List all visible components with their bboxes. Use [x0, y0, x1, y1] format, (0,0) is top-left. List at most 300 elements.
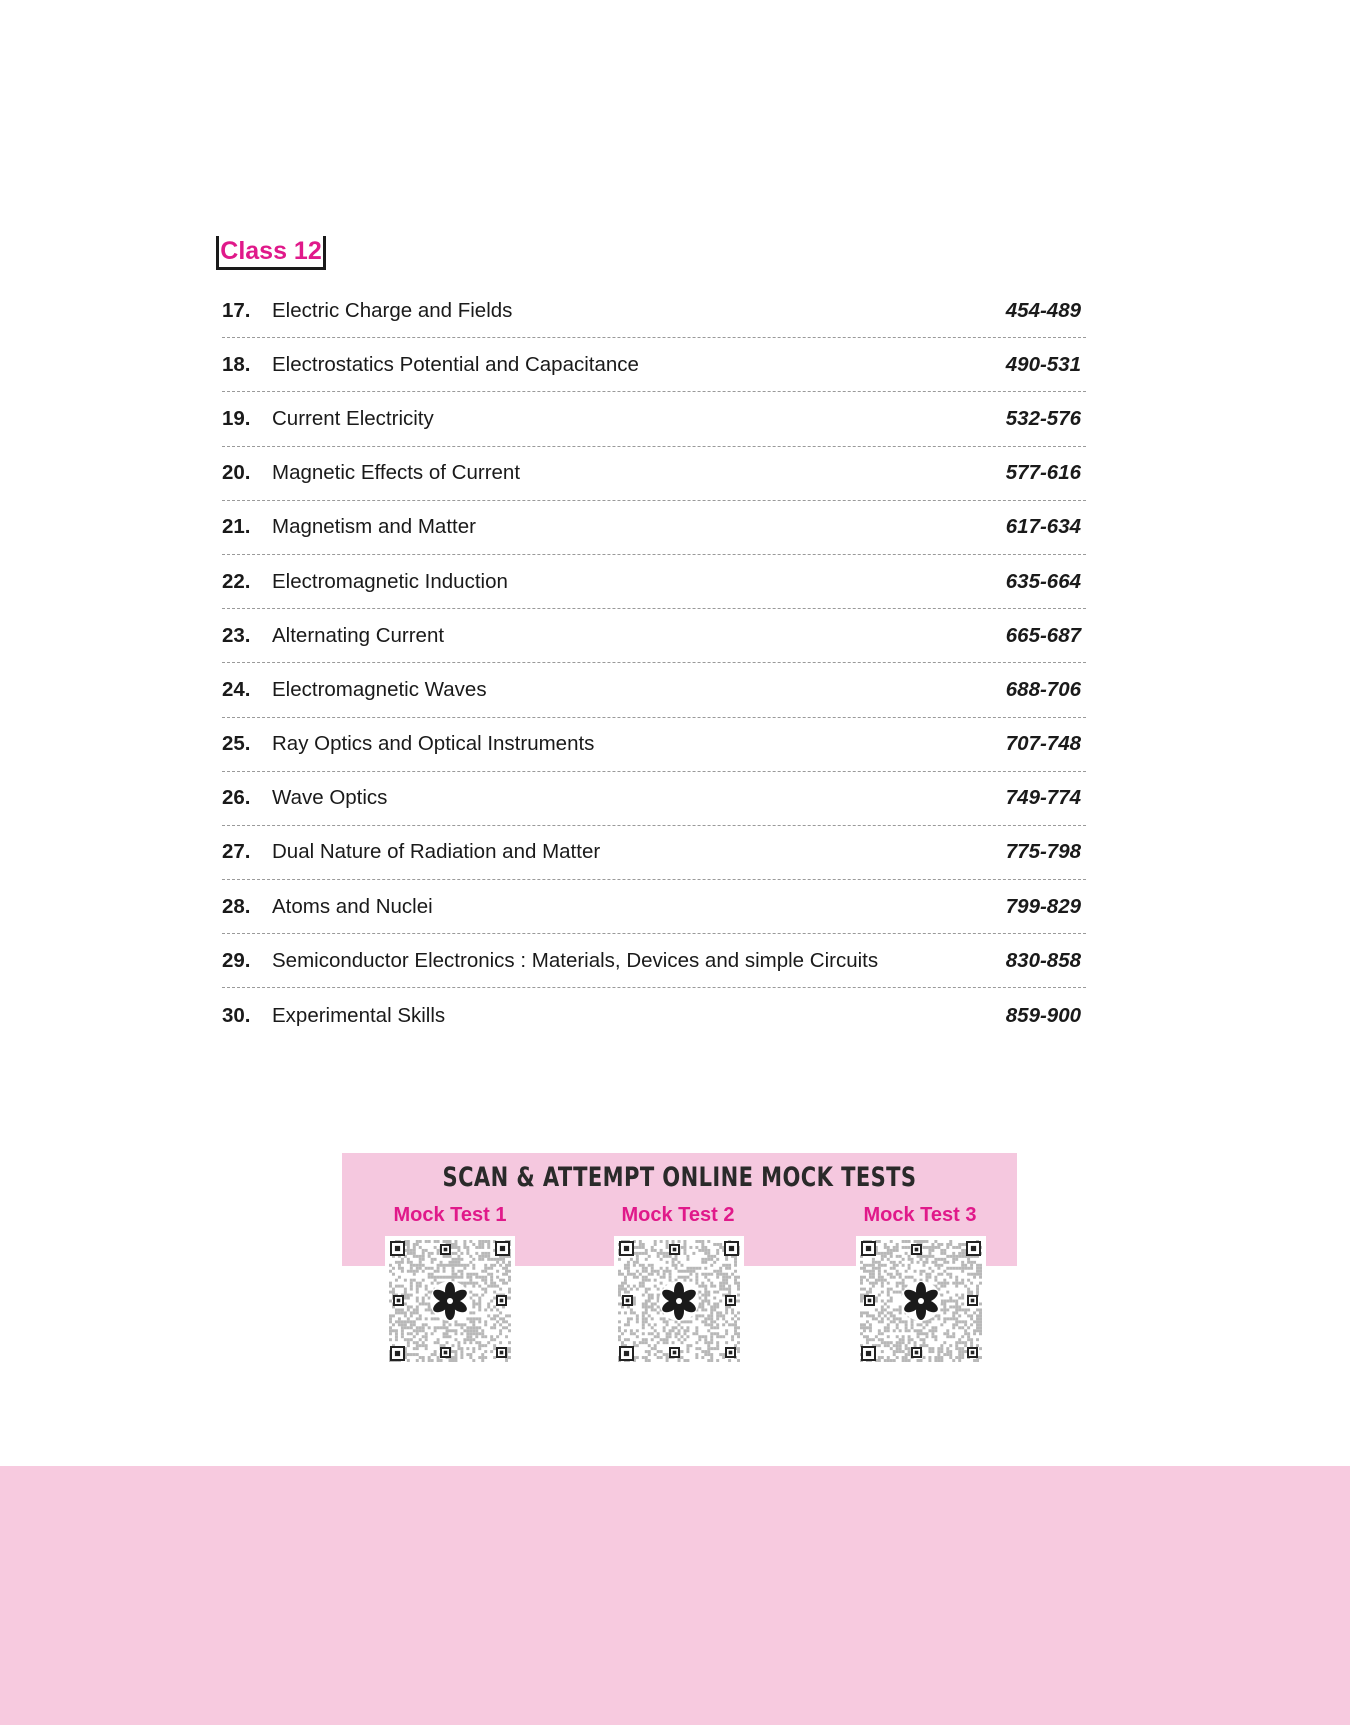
toc-row[interactable]: [222, 501, 1086, 555]
qr-module: [970, 1291, 973, 1294]
qr-module: [878, 1252, 881, 1255]
qr-module: [645, 1258, 648, 1261]
qr-module: [920, 1344, 923, 1347]
qr-module: [860, 1288, 863, 1291]
toc-row[interactable]: [222, 934, 1086, 988]
qr-module: [389, 1314, 392, 1317]
qr-module: [454, 1243, 457, 1246]
toc-row[interactable]: [222, 338, 1086, 392]
qr-module: [979, 1314, 982, 1317]
qr-module: [443, 1323, 446, 1326]
qr-module: [881, 1341, 884, 1344]
qr-module: [672, 1240, 675, 1243]
chapter-title: Ray Optics and Optical Instruments: [272, 732, 595, 756]
qr-module: [460, 1252, 463, 1255]
qr-module: [887, 1341, 890, 1344]
qr-module: [908, 1276, 911, 1279]
qr-module: [633, 1285, 636, 1288]
qr-module: [946, 1350, 949, 1353]
qr-module: [925, 1255, 928, 1258]
qr-module: [413, 1323, 416, 1326]
toc-row[interactable]: [222, 663, 1086, 717]
qr-module: [407, 1305, 410, 1308]
qr-module: [410, 1305, 413, 1308]
qr-module: [964, 1329, 967, 1332]
qr-module: [716, 1347, 719, 1350]
qr-module: [869, 1288, 872, 1291]
qr-module: [725, 1332, 728, 1335]
qr-module: [946, 1243, 949, 1246]
qr-module: [460, 1347, 463, 1350]
qr-module: [680, 1326, 683, 1329]
qr-module: [899, 1311, 902, 1314]
qr-module: [931, 1329, 934, 1332]
qr-module: [425, 1285, 428, 1288]
qr-module: [428, 1359, 431, 1362]
qr-module: [443, 1326, 446, 1329]
qr-code-icon[interactable]: [614, 1236, 744, 1366]
qr-module: [719, 1267, 722, 1270]
qr-module: [955, 1308, 958, 1311]
chapter-title: Wave Optics: [272, 786, 388, 810]
qr-module: [878, 1344, 881, 1347]
qr-module: [624, 1338, 627, 1341]
qr-module: [419, 1302, 422, 1305]
qr-module: [395, 1320, 398, 1323]
qr-module: [457, 1276, 460, 1279]
qr-module: [881, 1311, 884, 1314]
qr-module: [976, 1288, 979, 1291]
qr-module: [487, 1252, 490, 1255]
qr-module: [454, 1350, 457, 1353]
qr-module: [490, 1317, 493, 1320]
qr-module: [893, 1314, 896, 1317]
qr-module: [502, 1273, 505, 1276]
qr-module: [624, 1264, 627, 1267]
qr-module: [672, 1261, 675, 1264]
qr-module: [484, 1356, 487, 1359]
qr-module: [686, 1347, 689, 1350]
qr-module: [722, 1323, 725, 1326]
qr-module: [639, 1243, 642, 1246]
qr-module: [958, 1341, 961, 1344]
qr-module: [413, 1273, 416, 1276]
qr-module: [428, 1252, 431, 1255]
qr-module: [878, 1320, 881, 1323]
qr-module: [508, 1270, 511, 1273]
qr-module: [890, 1288, 893, 1291]
qr-module: [914, 1329, 917, 1332]
qr-module: [908, 1338, 911, 1341]
qr-module: [976, 1317, 979, 1320]
qr-module: [419, 1356, 422, 1359]
qr-module: [428, 1267, 431, 1270]
toc-row[interactable]: [222, 988, 1086, 1042]
toc-row[interactable]: [222, 772, 1086, 826]
qr-module: [689, 1267, 692, 1270]
qr-module: [722, 1314, 725, 1317]
qr-module: [920, 1338, 923, 1341]
qr-module: [967, 1261, 970, 1264]
qr-module: [660, 1249, 663, 1252]
qr-module: [457, 1258, 460, 1261]
qr-module: [449, 1261, 452, 1264]
qr-module: [446, 1341, 449, 1344]
qr-module: [499, 1311, 502, 1314]
qr-module: [884, 1243, 887, 1246]
qr-module: [728, 1285, 731, 1288]
qr-module: [666, 1359, 669, 1362]
qr-module: [627, 1323, 630, 1326]
qr-module: [943, 1261, 946, 1264]
qr-finder-center: [729, 1246, 734, 1251]
qr-module: [407, 1320, 410, 1323]
qr-module: [648, 1350, 651, 1353]
qr-module: [737, 1341, 740, 1344]
qr-module: [899, 1255, 902, 1258]
qr-module: [502, 1261, 505, 1264]
qr-module: [722, 1356, 725, 1359]
qr-module: [878, 1359, 881, 1362]
qr-module: [922, 1261, 925, 1264]
qr-module: [401, 1258, 404, 1261]
qr-module: [407, 1326, 410, 1329]
qr-module: [451, 1276, 454, 1279]
qr-module: [914, 1344, 917, 1347]
qr-module: [654, 1279, 657, 1282]
qr-module: [422, 1326, 425, 1329]
qr-module: [896, 1323, 899, 1326]
qr-module: [505, 1326, 508, 1329]
qr-module: [481, 1353, 484, 1356]
qr-module: [943, 1353, 946, 1356]
qr-module: [707, 1273, 710, 1276]
qr-module: [398, 1261, 401, 1264]
qr-module: [475, 1252, 478, 1255]
qr-module: [472, 1258, 475, 1261]
qr-module: [451, 1267, 454, 1270]
qr-module: [428, 1308, 431, 1311]
qr-module: [878, 1270, 881, 1273]
qr-module: [648, 1314, 651, 1317]
qr-module: [878, 1332, 881, 1335]
qr-module: [618, 1288, 621, 1291]
qr-module: [419, 1261, 422, 1264]
qr-module: [642, 1282, 645, 1285]
qr-module: [731, 1338, 734, 1341]
toc-row[interactable]: [222, 447, 1086, 501]
qr-module: [710, 1258, 713, 1261]
qr-module: [979, 1323, 982, 1326]
qr-module: [955, 1300, 958, 1303]
qr-module: [890, 1276, 893, 1279]
qr-module: [893, 1353, 896, 1356]
qr-module: [737, 1282, 740, 1285]
qr-module: [710, 1326, 713, 1329]
qr-module: [878, 1267, 881, 1270]
qr-module: [642, 1338, 645, 1341]
qr-module: [934, 1240, 937, 1243]
qr-module: [934, 1326, 937, 1329]
qr-module: [416, 1326, 419, 1329]
qr-module: [648, 1300, 651, 1303]
qr-module: [651, 1332, 654, 1335]
qr-module: [624, 1276, 627, 1279]
qr-module: [914, 1240, 917, 1243]
qr-finder-center: [626, 1299, 630, 1303]
qr-module: [663, 1252, 666, 1255]
qr-module: [636, 1344, 639, 1347]
qr-module: [943, 1252, 946, 1255]
qr-module: [902, 1350, 905, 1353]
qr-module: [621, 1273, 624, 1276]
qr-module: [976, 1320, 979, 1323]
qr-module: [958, 1267, 961, 1270]
qr-module: [707, 1353, 710, 1356]
qr-module: [725, 1311, 728, 1314]
qr-module: [860, 1326, 863, 1329]
qr-module: [502, 1317, 505, 1320]
qr-module: [710, 1335, 713, 1338]
qr-module: [710, 1314, 713, 1317]
qr-module: [639, 1341, 642, 1344]
qr-module: [639, 1273, 642, 1276]
qr-module: [719, 1243, 722, 1246]
qr-module: [431, 1311, 434, 1314]
qr-module: [701, 1308, 704, 1311]
qr-module: [683, 1329, 686, 1332]
qr-module: [630, 1317, 633, 1320]
qr-module: [719, 1273, 722, 1276]
toc-row[interactable]: [222, 392, 1086, 446]
qr-code-icon[interactable]: [385, 1236, 515, 1366]
qr-module: [663, 1338, 666, 1341]
toc-row[interactable]: [222, 555, 1086, 609]
qr-module: [875, 1267, 878, 1270]
qr-module: [872, 1270, 875, 1273]
qr-module: [642, 1270, 645, 1273]
qr-module: [627, 1270, 630, 1273]
qr-module: [460, 1282, 463, 1285]
qr-module: [398, 1285, 401, 1288]
qr-module: [636, 1288, 639, 1291]
qr-module: [454, 1320, 457, 1323]
qr-finder-center: [971, 1299, 975, 1303]
qr-module: [869, 1338, 872, 1341]
qr-module: [666, 1243, 669, 1246]
qr-module: [422, 1264, 425, 1267]
qr-module: [428, 1240, 431, 1243]
qr-module: [719, 1300, 722, 1303]
qr-module: [389, 1317, 392, 1320]
qr-module: [908, 1255, 911, 1258]
qr-module: [672, 1329, 675, 1332]
qr-module: [704, 1353, 707, 1356]
page-range: 799-829: [1005, 894, 1081, 918]
qr-module: [872, 1317, 875, 1320]
toc-row[interactable]: [222, 718, 1086, 772]
qr-module: [410, 1320, 413, 1323]
qr-module: [881, 1338, 884, 1341]
qr-module: [413, 1279, 416, 1282]
qr-module: [633, 1332, 636, 1335]
qr-module: [973, 1261, 976, 1264]
qr-module: [707, 1323, 710, 1326]
qr-module: [931, 1347, 934, 1350]
qr-module: [481, 1255, 484, 1258]
qr-module: [404, 1302, 407, 1305]
qr-module: [866, 1338, 869, 1341]
qr-module: [970, 1338, 973, 1341]
qr-code-icon[interactable]: [856, 1236, 986, 1366]
qr-module: [695, 1267, 698, 1270]
qr-module: [678, 1276, 681, 1279]
qr-module: [940, 1264, 943, 1267]
qr-module: [961, 1353, 964, 1356]
qr-module: [734, 1264, 737, 1267]
qr-finder-center: [673, 1248, 677, 1252]
qr-module: [419, 1246, 422, 1249]
qr-module: [407, 1258, 410, 1261]
qr-module: [937, 1243, 940, 1246]
qr-module: [460, 1270, 463, 1273]
qr-module: [875, 1300, 878, 1303]
qr-module: [669, 1332, 672, 1335]
qr-module: [680, 1356, 683, 1359]
qr-module: [484, 1350, 487, 1353]
qr-module: [663, 1317, 666, 1320]
qr-module: [701, 1285, 704, 1288]
qr-module: [463, 1240, 466, 1243]
qr-module: [460, 1326, 463, 1329]
qr-module: [469, 1353, 472, 1356]
qr-module: [410, 1270, 413, 1273]
qr-module: [902, 1282, 905, 1285]
qr-module: [958, 1359, 961, 1362]
qr-module: [704, 1317, 707, 1320]
qr-module: [905, 1252, 908, 1255]
qr-module: [454, 1258, 457, 1261]
qr-module: [899, 1273, 902, 1276]
qr-module: [410, 1332, 413, 1335]
qr-module: [911, 1326, 914, 1329]
qr-module: [707, 1258, 710, 1261]
qr-module: [449, 1329, 452, 1332]
qr-module: [973, 1359, 976, 1362]
qr-module: [920, 1329, 923, 1332]
qr-finder-center: [866, 1246, 871, 1251]
qr-module: [976, 1273, 979, 1276]
qr-module: [943, 1332, 946, 1335]
qr-module: [893, 1291, 896, 1294]
qr-module: [890, 1255, 893, 1258]
qr-module: [630, 1258, 633, 1261]
qr-module: [654, 1285, 657, 1288]
qr-module: [958, 1356, 961, 1359]
qr-module: [493, 1285, 496, 1288]
toc-row[interactable]: [222, 880, 1086, 934]
qr-module: [425, 1317, 428, 1320]
qr-module: [701, 1335, 704, 1338]
qr-module: [931, 1261, 934, 1264]
qr-module: [416, 1291, 419, 1294]
qr-module: [728, 1359, 731, 1362]
qr-module: [490, 1326, 493, 1329]
qr-module: [642, 1314, 645, 1317]
qr-module: [410, 1285, 413, 1288]
qr-module: [636, 1329, 639, 1332]
qr-module: [618, 1294, 621, 1297]
qr-module: [887, 1300, 890, 1303]
qr-module: [416, 1255, 419, 1258]
qr-module: [899, 1261, 902, 1264]
qr-module: [896, 1270, 899, 1273]
qr-module: [466, 1252, 469, 1255]
qr-module: [964, 1323, 967, 1326]
qr-module: [890, 1320, 893, 1323]
qr-module: [893, 1329, 896, 1332]
qr-module: [478, 1240, 481, 1243]
qr-module: [431, 1261, 434, 1264]
qr-module: [692, 1270, 695, 1273]
qr-module: [490, 1338, 493, 1341]
qr-module: [416, 1297, 419, 1300]
qr-module: [884, 1255, 887, 1258]
qr-module: [896, 1249, 899, 1252]
qr-module: [884, 1326, 887, 1329]
toc-row[interactable]: [222, 609, 1086, 663]
qr-module: [925, 1332, 928, 1335]
qr-module: [460, 1276, 463, 1279]
qr-module: [398, 1276, 401, 1279]
qr-module: [651, 1305, 654, 1308]
qr-module: [428, 1356, 431, 1359]
qr-module: [425, 1323, 428, 1326]
qr-module: [410, 1338, 413, 1341]
qr-module: [416, 1308, 419, 1311]
qr-module: [466, 1276, 469, 1279]
qr-module: [869, 1314, 872, 1317]
qr-module: [395, 1332, 398, 1335]
qr-module: [908, 1267, 911, 1270]
qr-module: [431, 1317, 434, 1320]
qr-module: [642, 1323, 645, 1326]
qr-module: [416, 1305, 419, 1308]
qr-module: [481, 1344, 484, 1347]
qr-module: [707, 1252, 710, 1255]
qr-module: [896, 1243, 899, 1246]
qr-module: [707, 1255, 710, 1258]
qr-module: [940, 1243, 943, 1246]
qr-module: [908, 1329, 911, 1332]
qr-module: [911, 1320, 914, 1323]
qr-module: [419, 1264, 422, 1267]
qr-module: [698, 1267, 701, 1270]
qr-module: [493, 1291, 496, 1294]
toc-row[interactable]: [222, 284, 1086, 338]
qr-module: [642, 1294, 645, 1297]
qr-module: [404, 1320, 407, 1323]
qr-module: [419, 1329, 422, 1332]
qr-module: [469, 1338, 472, 1341]
qr-module: [401, 1261, 404, 1264]
qr-module: [451, 1359, 454, 1362]
qr-module: [698, 1338, 701, 1341]
qr-module: [446, 1255, 449, 1258]
qr-module: [499, 1332, 502, 1335]
qr-module: [734, 1258, 737, 1261]
toc-row[interactable]: [222, 826, 1086, 880]
